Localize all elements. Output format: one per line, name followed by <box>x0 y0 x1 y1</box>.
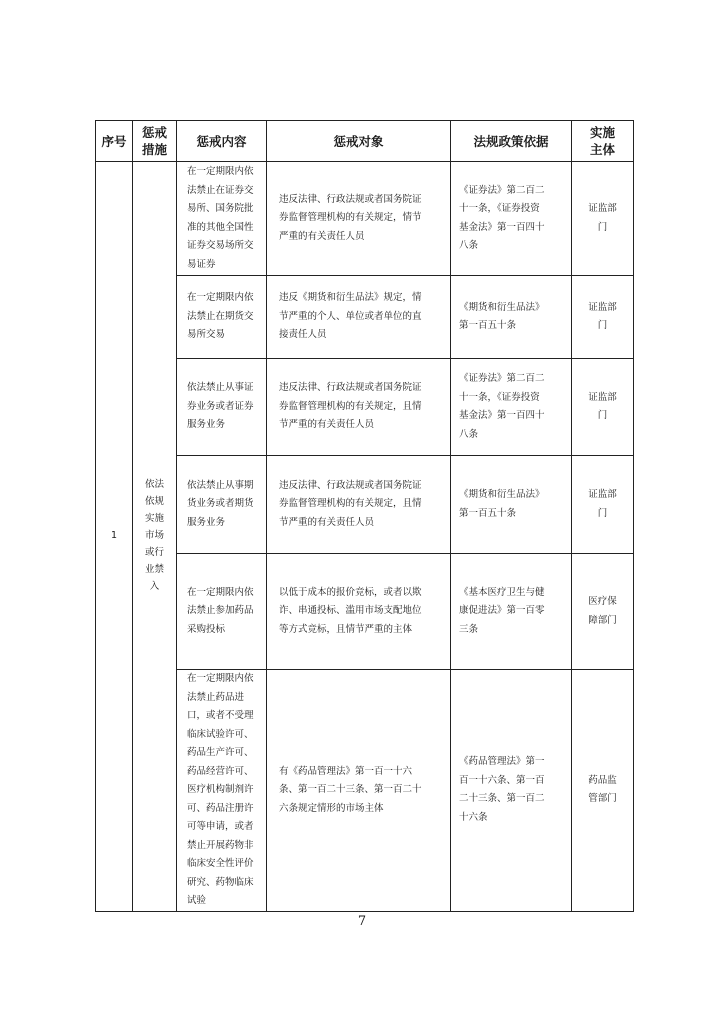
table-row <box>96 162 634 276</box>
content-cell: 依法禁止从事证 券业务或者证券 服务业务 <box>177 359 267 456</box>
table-row <box>96 554 634 670</box>
basis-cell: 《基本医疗卫生与健 康促进法》第一百零 三条 <box>451 554 572 670</box>
target-cell: 有《药品管理法》第一百一十六 条、第一百二十三条、第一百二十 六条规定情形的市场主体 <box>267 670 451 912</box>
target-cell: 违反法律、行政法规或者国务院证 券监督管理机构的有关规定，情节 严重的有关责任人员 <box>267 162 451 276</box>
header-measure: 惩戒 措施 <box>133 121 177 162</box>
subject-cell: 药品监 管部门 <box>572 670 634 912</box>
page-number: 7 <box>357 914 367 929</box>
subject-cell: 证监部 门 <box>572 276 634 359</box>
header-target: 惩戒对象 <box>267 121 451 162</box>
header-content: 惩戒内容 <box>177 121 267 162</box>
seq-cell: 1 <box>96 162 133 912</box>
measure-cell: 依法依规实施市场或行业禁入 <box>133 162 177 912</box>
table-row <box>96 456 634 554</box>
basis-cell: 《期货和衍生品法》 第一百五十条 <box>451 276 572 359</box>
header-basis: 法规政策依据 <box>451 121 572 162</box>
discipline-measures-table <box>95 120 634 912</box>
content-cell: 在一定期限内依 法禁止在证券交 易所、国务院批 准的其他全国性 证券交易场所交 易证券 <box>177 162 267 276</box>
header-subject: 实施 主体 <box>572 121 634 162</box>
target-cell: 以低于成本的报价竞标，或者以欺 诈、串通投标、滥用市场支配地位 等方式竞标，且情节严重的主体 <box>267 554 451 670</box>
content-cell: 在一定期限内依 法禁止在期货交 易所交易 <box>177 276 267 359</box>
basis-cell: 《证券法》第二百二 十一条，《证券投资 基金法》第一百四十 八条 <box>451 162 572 276</box>
subject-cell: 证监部 门 <box>572 456 634 554</box>
basis-cell: 《药品管理法》第一 百一十六条、第一百 二十三条、第一百二 十六条 <box>451 670 572 912</box>
target-cell: 违反法律、行政法规或者国务院证 券监督管理机构的有关规定，且情 节严重的有关责任人员 <box>267 456 451 554</box>
table-row <box>96 276 634 359</box>
header-seq: 序号 <box>96 121 133 162</box>
subject-cell: 证监部 门 <box>572 359 634 456</box>
target-cell: 违反《期货和衍生品法》规定，情 节严重的个人、单位或者单位的直 接责任人员 <box>267 276 451 359</box>
content-cell: 在一定期限内依 法禁止参加药品 采购投标 <box>177 554 267 670</box>
target-cell: 违反法律、行政法规或者国务院证 券监督管理机构的有关规定，且情 节严重的有关责任人员 <box>267 359 451 456</box>
table-row <box>96 359 634 456</box>
basis-cell: 《证券法》第二百二 十一条，《证券投资 基金法》第一百四十 八条 <box>451 359 572 456</box>
subject-cell: 证监部 门 <box>572 162 634 276</box>
content-cell: 依法禁止从事期 货业务或者期货 服务业务 <box>177 456 267 554</box>
table-header-row <box>96 121 634 162</box>
table-row <box>96 670 634 912</box>
subject-cell: 医疗保 障部门 <box>572 554 634 670</box>
basis-cell: 《期货和衍生品法》 第一百五十条 <box>451 456 572 554</box>
content-cell: 在一定期限内依 法禁止药品进 口，或者不受理 临床试验许可、 药品生产许可、 药品经营许可、 医疗机构制剂许 可、药品注册许 可等申请，或者 禁止开展药物非 临床安全性评价 研究、药物临床 试验 <box>177 670 267 912</box>
